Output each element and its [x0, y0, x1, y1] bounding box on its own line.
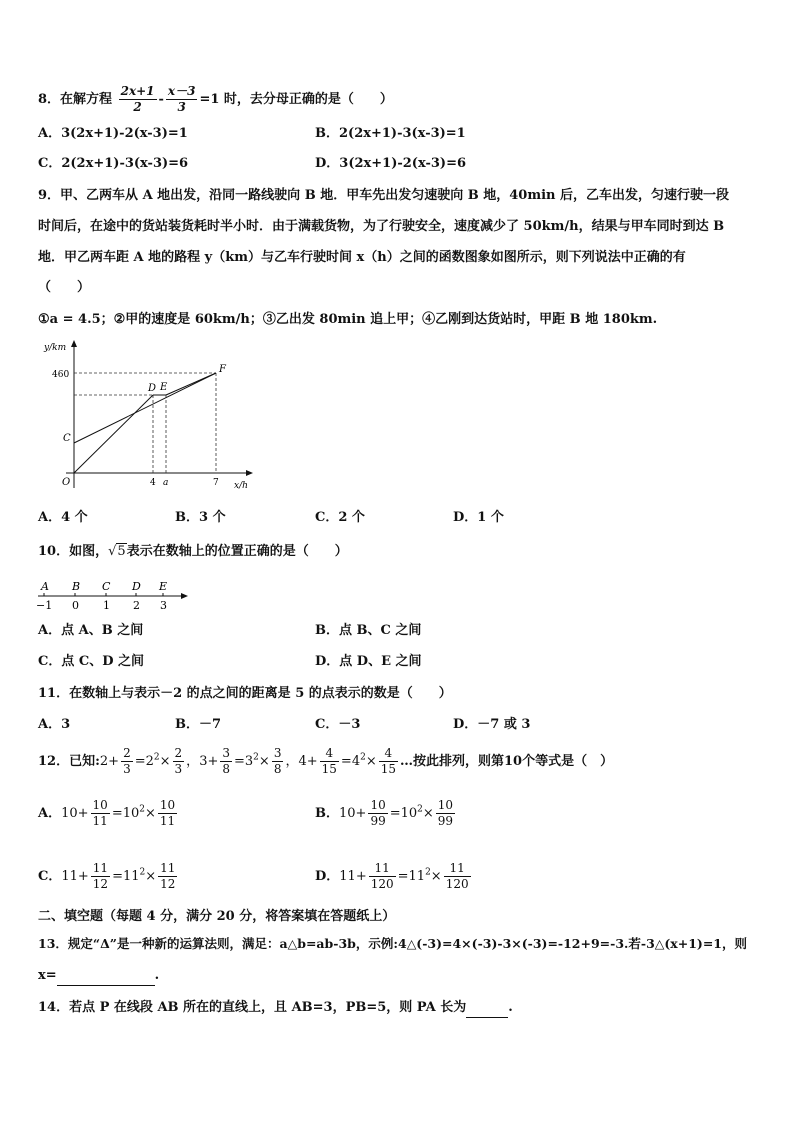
nl-value-3: 3 — [160, 599, 167, 612]
q8-suffix: =1 时，去分母正确的是（ ） — [199, 92, 393, 107]
q8-number: 8． — [38, 92, 61, 107]
nl-letter-a: A — [41, 580, 49, 593]
nl-value-m1: −1 — [36, 599, 53, 612]
q8-option-d[interactable]: D．3(2x+1)-2(x-3)=6 — [315, 156, 467, 171]
graph-x-tick-a: a — [163, 478, 169, 488]
graph-point-f: F — [219, 364, 226, 375]
sqrt-symbol: √5 — [108, 544, 126, 559]
section-2-title: 二、填空题（每题 4 分，满分 20 分，将答案填在答题纸上） — [38, 909, 396, 924]
q12-eq-2: 3+ $\frac{3}{8}$ $=3^2\times$ $\frac{3}{8}$ — [199, 746, 282, 776]
q12-option-b[interactable]: B．10+ $\frac{10}{99}$ $=10^2\times$ $\frac{10}{99}$ — [315, 798, 454, 828]
q11-option-d[interactable]: D．－7 或 3 — [453, 717, 531, 732]
q8-minus: - — [158, 92, 164, 107]
q9-line-4: （ ） — [38, 280, 91, 295]
nl-letter-c: C — [102, 580, 111, 593]
q12-option-a[interactable]: A．10+ $\frac{10}{11}$ $=10^2\times$ $\frac{10}{11}$ — [38, 798, 176, 828]
q12-option-d[interactable]: D．11+ $\frac{11}{120}$ $=11^2\times$ $\frac{11}{120}$ — [315, 861, 469, 891]
q9-graph — [36, 338, 256, 496]
nl-value-1: 1 — [103, 599, 110, 612]
q12-option-c[interactable]: C．11+ $\frac{11}{12}$ $=11^2\times$ $\frac{11}{12}$ — [38, 861, 176, 891]
graph-point-c: C — [63, 433, 71, 444]
q9-option-d[interactable]: D．1 个 — [453, 510, 504, 525]
q8-fraction-1: $\frac{2x+1}{2}$ — [120, 84, 155, 114]
q11-option-c[interactable]: C．－3 — [315, 717, 361, 732]
graph-x-label: x/h — [234, 481, 248, 491]
q14-answer-blank[interactable] — [466, 999, 508, 1018]
q9-option-a[interactable]: A．4 个 — [38, 510, 88, 525]
q9-option-b[interactable]: B．3 个 — [175, 510, 226, 525]
graph-point-o: O — [62, 477, 71, 488]
q8-option-c[interactable]: C．2(2x+1)-3(x-3)=6 — [38, 156, 189, 171]
q8-option-a[interactable]: A．3(2x+1)-2(x-3)=1 — [38, 126, 188, 141]
graph-point-d: D — [148, 383, 157, 394]
q9-option-c[interactable]: C．2 个 — [315, 510, 365, 525]
q10-option-d[interactable]: D．点 D、E 之间 — [315, 654, 422, 669]
q14-stem: 14．若点 P 在线段 AB 所在的直线上，且 AB=3，PB=5，则 PA 长为 . — [38, 999, 513, 1018]
nl-value-0: 0 — [72, 599, 79, 612]
q8-option-b[interactable]: B．2(2x+1)-3(x-3)=1 — [315, 126, 466, 141]
q11-stem: 11．在数轴上与表示－2 的点之间的距离是 5 的点表示的数是（ ） — [38, 686, 452, 701]
q8-stem — [38, 84, 393, 115]
graph-x-tick-4: 4 — [150, 478, 156, 488]
q13-answer-blank[interactable] — [57, 967, 155, 986]
q10-option-b[interactable]: B．点 B、C 之间 — [315, 623, 422, 638]
q9-line-3: 地．甲乙两车距 A 地的路程 y（km）与乙车行驶时间 x（h）之间的函数图象如图所示，则下列说法中正确的有 — [38, 250, 686, 265]
q10-option-a[interactable]: A．点 A、B 之间 — [38, 623, 144, 638]
graph-y-label: y/km — [44, 343, 67, 353]
q11-option-b[interactable]: B．－7 — [175, 717, 222, 732]
q10-option-c[interactable]: C．点 C、D 之间 — [38, 654, 145, 669]
nl-letter-b: B — [72, 580, 81, 593]
q9-line-1: 9．甲、乙两车从 A 地出发，沿同一路线驶向 B 地．甲车先出发匀速驶向 B 地，40min 后，乙车出发，匀速行驶一段 — [38, 188, 730, 203]
q11-option-a[interactable]: A．3 — [38, 717, 71, 732]
q9-statements: ①a = 4.5；②甲的速度是 60km/h；③乙出发 80min 追上甲；④乙刚到达货站时，甲距 B 地 180km. — [38, 312, 658, 327]
graph-x-tick-7: 7 — [213, 478, 219, 488]
nl-letter-e: E — [159, 580, 168, 593]
q10-stem: 10．如图，√5表示在数轴上的位置正确的是（ ） — [38, 544, 348, 559]
q12-eq-1: 2+ $\frac{2}{3}$ $=2^2\times$ $\frac{2}{3}$ — [99, 746, 183, 776]
q13-line-2: x= . — [38, 967, 159, 986]
q12-stem: 12．已知:2+ $\frac{2}{3}$ $=2^2\times$ $\frac{2}{3}$ ，3+ $\frac{3}{8}$ $=3^2\times$ $\frac{3}{8}$ ，4+ $\frac{4}{15}$ $=4^2\times$ $\frac{4}{15}$ …按此排列，则第10个等式是（ ） — [38, 746, 614, 776]
q8-prefix: 在解方程 — [60, 92, 113, 107]
graph-y-tick-460: 460 — [52, 370, 70, 380]
q9-line-2: 时间后，在途中的货站装货耗时半小时．由于满载货物，为了行驶安全，速度减少了 50km/h，结果与甲车同时到达 B — [38, 219, 725, 234]
nl-value-2: 2 — [133, 599, 140, 612]
nl-letter-d: D — [132, 580, 141, 593]
q13-line-1: 13．规定“Δ”是一种新的运算法则，满足：a△b=ab-3b，示例:4△(-3)=4×(-3)-3×(-3)=-12+9=-3.若-3△(x+1)=1，则 — [38, 936, 748, 951]
q8-fraction-2: $\frac{x-3}{3}$ — [167, 84, 196, 114]
q10-number-line — [34, 576, 194, 612]
q12-eq-3: 4+ $\frac{4}{15}$ $=4^2\times$ $\frac{4}{15}$ — [298, 746, 397, 776]
graph-point-e: E — [160, 382, 168, 393]
